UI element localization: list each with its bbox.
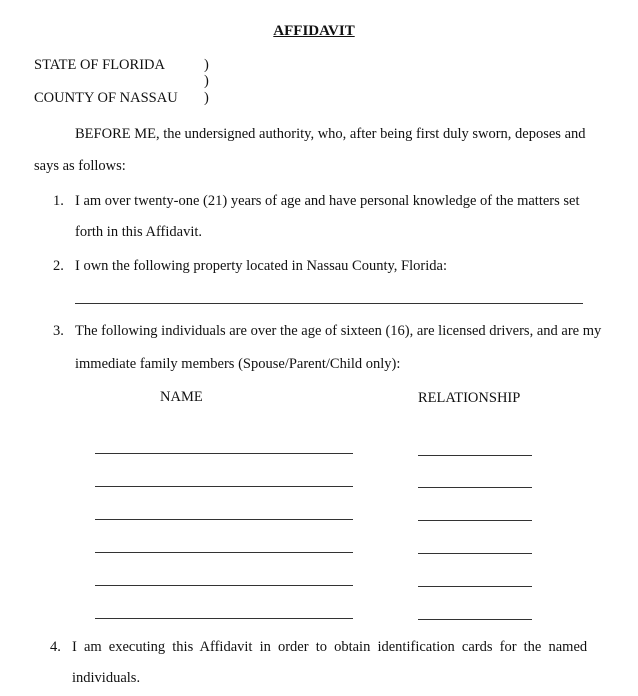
item-4-line-2: individuals. — [72, 670, 141, 686]
item-4-line-1: I am executing this Affidavit in order to obtain identification cards for the named — [72, 639, 588, 655]
relationship-blank-line[interactable] — [418, 455, 532, 456]
relationship-blank-line[interactable] — [418, 520, 532, 521]
item-3-line-1: The following individuals are over the age of sixteen (16), are licensed drivers, and are my — [75, 323, 602, 339]
header-relationship: RELATIONSHIP — [418, 390, 521, 406]
venue-paren-3: ) — [204, 90, 209, 106]
name-blank-line[interactable] — [95, 585, 353, 586]
intro-line-1: BEFORE ME, the undersigned authority, who, after being first duly sworn, deposes and — [75, 126, 586, 142]
name-blank-line[interactable] — [95, 552, 353, 553]
relationship-blank-line[interactable] — [418, 586, 532, 587]
item-1-line-1: I am over twenty-one (21) years of age and have personal knowledge of the matters set — [75, 193, 580, 209]
name-blank-line[interactable] — [95, 486, 353, 487]
name-blank-line[interactable] — [95, 618, 353, 619]
item-3-line-2: immediate family members (Spouse/Parent/Child only): — [75, 356, 401, 372]
relationship-blank-line[interactable] — [418, 619, 532, 620]
item-1-line-2: forth in this Affidavit. — [75, 224, 203, 240]
name-blank-line[interactable] — [95, 453, 353, 454]
relationship-blank-line[interactable] — [418, 553, 532, 554]
property-blank-line[interactable] — [75, 303, 583, 304]
header-name: NAME — [160, 389, 203, 405]
item-2-number: 2. — [53, 258, 64, 274]
document-title: AFFIDAVIT — [273, 23, 355, 39]
relationship-blank-line[interactable] — [418, 487, 532, 488]
item-3-number: 3. — [53, 323, 64, 339]
venue-paren-2: ) — [204, 73, 209, 89]
item-2-line-1: I own the following property located in Nassau County, Florida: — [75, 258, 447, 274]
venue-county: COUNTY OF NASSAU — [34, 90, 178, 106]
name-blank-line[interactable] — [95, 519, 353, 520]
item-1-number: 1. — [53, 193, 64, 209]
venue-paren-1: ) — [204, 57, 209, 73]
item-4-number: 4. — [50, 639, 61, 655]
venue-state: STATE OF FLORIDA — [34, 57, 165, 73]
intro-line-2: says as follows: — [34, 158, 126, 174]
